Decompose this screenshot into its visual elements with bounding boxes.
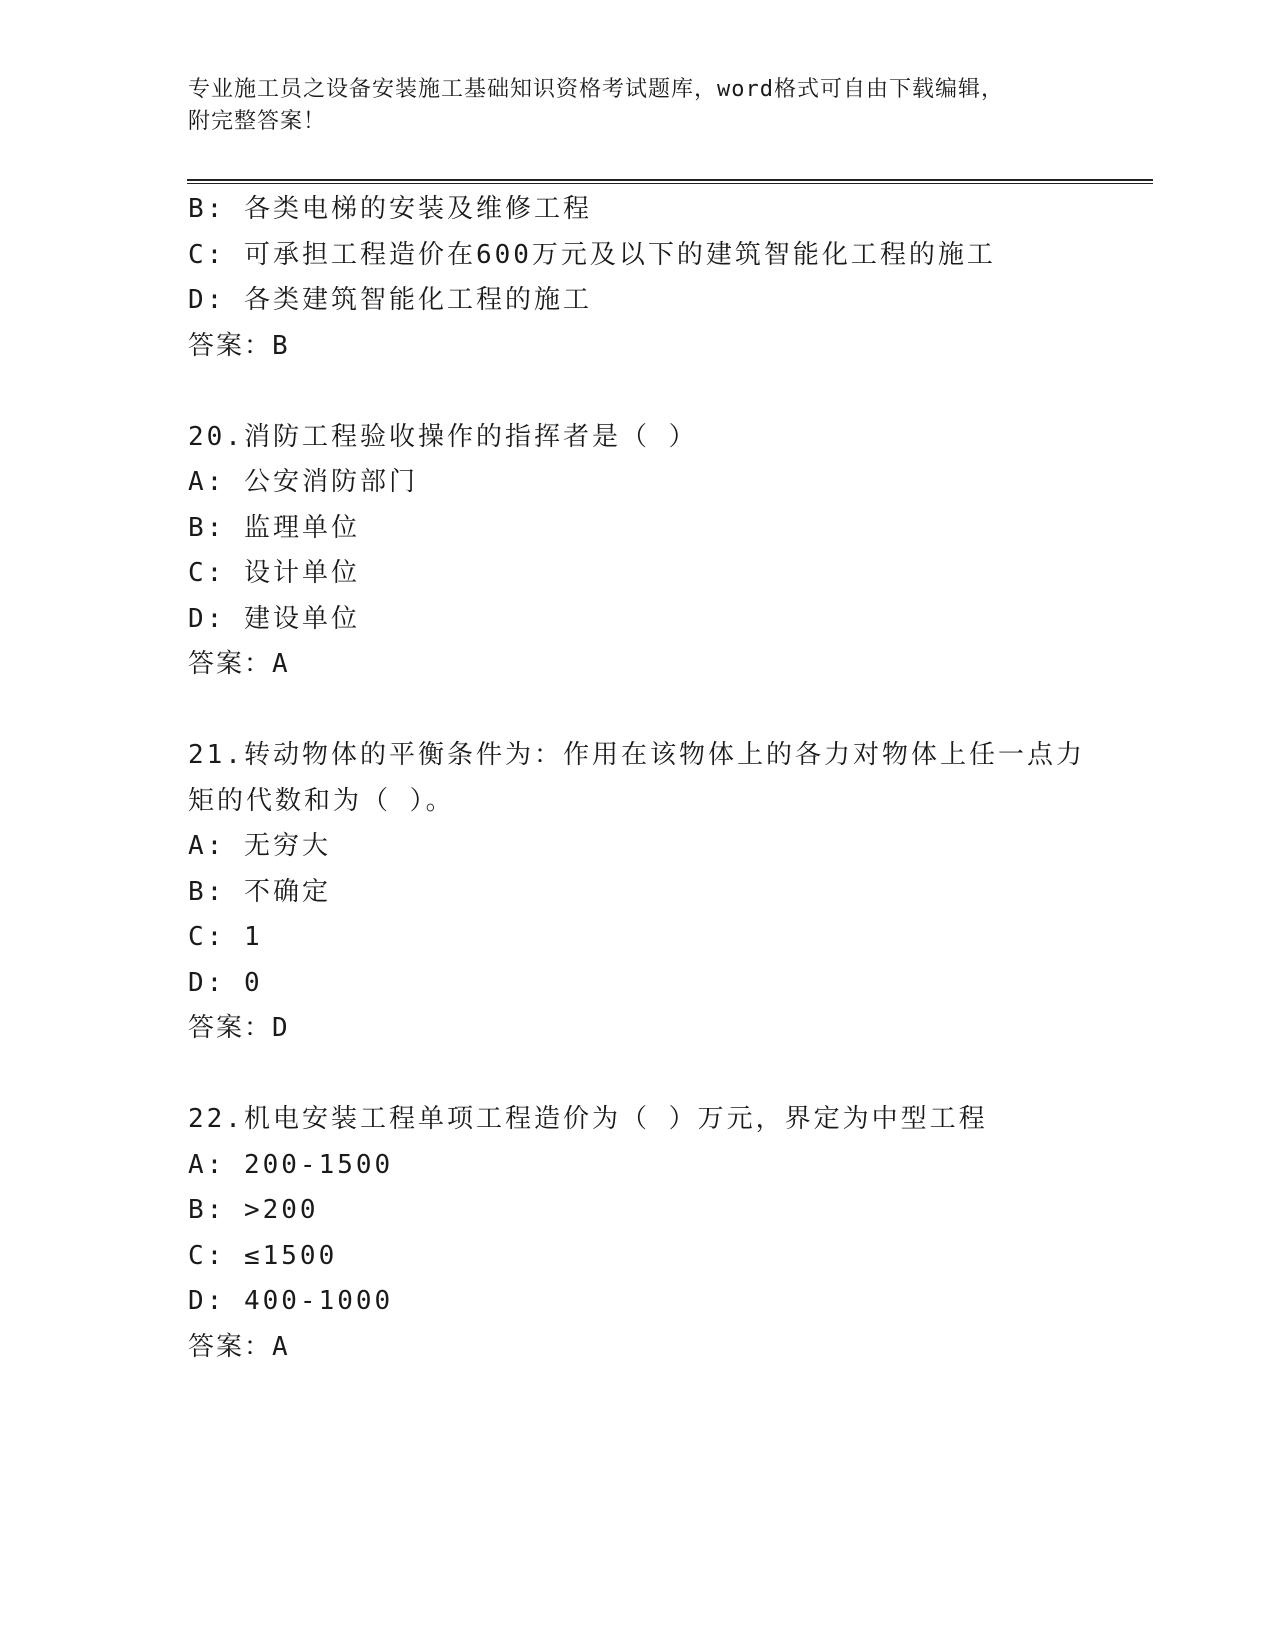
answer-label: 答案： — [188, 330, 273, 361]
question-stem: 21.转动物体的平衡条件为：作用在该物体上的各力对物体上任一点力 — [188, 740, 1085, 770]
option-c: C: ≤1500 — [188, 1240, 338, 1271]
answer-line — [188, 1325, 1088, 1371]
option-b: B: 监理单位 — [188, 512, 360, 543]
option-b: B: 不确定 — [188, 876, 331, 907]
option-a: A: 公安消防部门 — [188, 467, 418, 497]
header-line-1: 专业施工员之设备安装施工基础知识资格考试题库，word格式可自由下载编辑， — [188, 77, 1004, 102]
question-stem: 20.消防工程验收操作的指挥者是（ ） — [188, 421, 698, 452]
answer-line — [188, 324, 1088, 370]
option-a: A: 200-1500 — [188, 1149, 394, 1180]
option-d: D: 建设单位 — [188, 603, 360, 634]
option-b: B: 各类电梯的安装及维修工程 — [188, 194, 592, 224]
header-line-2: 附完整答案！ — [188, 109, 327, 134]
spacer — [188, 688, 1088, 734]
question-stem-continued: 矩的代数和为（ ）。 — [188, 785, 455, 816]
answer-line — [188, 1006, 1088, 1052]
question-22 — [188, 1097, 1088, 1370]
option-a: A: 无穷大 — [188, 831, 331, 861]
answer-line — [188, 642, 1088, 688]
answer-label: 答案： — [188, 1013, 273, 1043]
option-c: C: 设计单位 — [188, 558, 360, 588]
answer-value: A — [272, 1331, 290, 1362]
answer-label: 答案： — [188, 1331, 273, 1362]
question-20 — [188, 415, 1088, 688]
continued-question — [188, 187, 1088, 369]
option-b: B: >200 — [188, 1195, 319, 1225]
spacer — [188, 369, 1088, 415]
header-divider — [187, 179, 1153, 184]
document-header — [188, 74, 1088, 138]
answer-value: D — [272, 1013, 290, 1043]
option-d: D: 0 — [188, 967, 263, 998]
spacer — [188, 1052, 1088, 1098]
answer-value: A — [272, 649, 290, 679]
option-c: C: 可承担工程造价在600万元及以下的建筑智能化工程的施工 — [188, 239, 996, 270]
option-c: C: 1 — [188, 922, 263, 952]
answer-label: 答案： — [188, 649, 273, 679]
option-d: D: 400-1000 — [188, 1286, 394, 1316]
question-21 — [188, 733, 1088, 1052]
question-stem: 22.机电安装工程单项工程造价为（ ）万元，界定为中型工程 — [188, 1104, 988, 1134]
answer-value: B — [272, 330, 290, 361]
option-d: D: 各类建筑智能化工程的施工 — [188, 285, 592, 315]
question-list — [188, 187, 1088, 1370]
